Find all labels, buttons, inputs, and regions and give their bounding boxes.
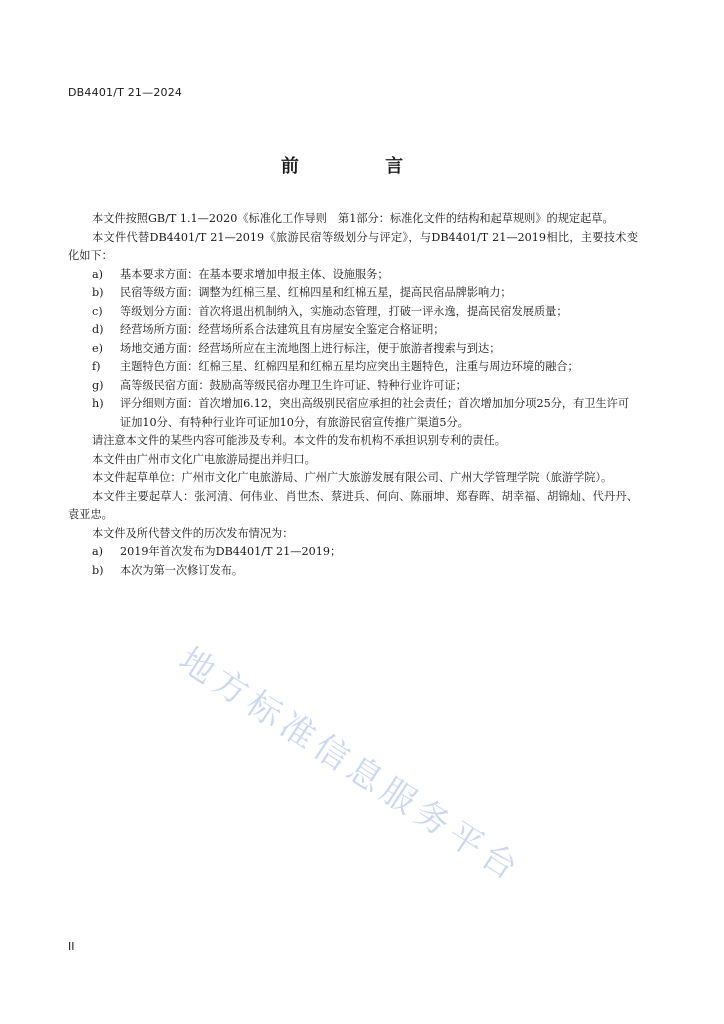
list-text: 2019年首次发布为DB4401/T 21—2019； xyxy=(120,545,342,558)
list-item xyxy=(68,358,638,377)
list-item xyxy=(68,321,638,340)
list-marker: h) xyxy=(92,397,104,410)
list-marker: a) xyxy=(92,267,104,281)
list-text: 经营场所方面：经营场所系合法建筑且有房屋安全鉴定合格证明； xyxy=(120,323,445,336)
list-marker: e) xyxy=(92,341,103,355)
list-text: 主题特色方面：红棉三星、红棉四星和红棉五星均应突出主题特色，注重与周边环境的融合； xyxy=(120,360,579,373)
list-item xyxy=(68,340,638,359)
list-item xyxy=(68,303,638,322)
list-text: 本次为第一次修订发布。 xyxy=(120,563,244,577)
page-title: 前 言 xyxy=(280,156,444,177)
list-text: 等级划分方面：首次将退出机制纳入，实施动态管理，打破一评永逸，提高民宿发展质量； xyxy=(120,304,568,318)
list-marker: b) xyxy=(92,563,104,577)
list-text: 场地交通方面：经营场所应在主流地图上进行标注，便于旅游者搜索与到达； xyxy=(120,341,501,355)
list-marker: b) xyxy=(92,286,104,299)
list-text: 基本要求方面：在基本要求增加申报主体、设施服务； xyxy=(120,267,389,281)
paragraph-drafters: 本文件主要起草人：张河清、何伟业、肖世杰、蔡进兵、何向、陈丽坤、郑春晖、胡幸福、胡锦灿、代丹丹、袁亚忠。 xyxy=(68,489,638,521)
list-item xyxy=(68,543,638,562)
list-item xyxy=(68,377,638,396)
list-item xyxy=(68,562,638,581)
list-marker: d) xyxy=(92,323,104,336)
list-text: 民宿等级方面：调整为红棉三星、红棉四星和红棉五星，提高民宿品牌影响力； xyxy=(120,286,512,299)
paragraph-drafting-units: 本文件起草单位：广州市文化广电旅游局、广州广大旅游发展有限公司、广州大学管理学院（旅游学院）。 xyxy=(92,471,613,484)
paragraph-replacement: 本文件代替DB4401/T 21—2019《旅游民宿等级划分与评定》，与DB4401/T 21—2019相比，主要技术变化如下： xyxy=(68,230,638,262)
paragraph-patent-notice: 请注意本文件的某些内容可能涉及专利。本文件的发布机构不承担识别专利的责任。 xyxy=(92,434,506,447)
list-item xyxy=(68,395,638,432)
list-item xyxy=(68,266,638,285)
foreword-body xyxy=(68,210,638,580)
page-number: II xyxy=(68,940,75,953)
list-marker: f) xyxy=(92,360,101,373)
document-code: DB4401/T 21—2024 xyxy=(68,86,183,99)
list-marker: g) xyxy=(92,378,104,392)
list-marker: a) xyxy=(92,545,104,558)
paragraph-history-intro: 本文件及所代替文件的历次发布情况为： xyxy=(92,526,294,540)
paragraph-proposer: 本文件由广州市文化广电旅游局提出并归口。 xyxy=(92,452,316,466)
list-marker: c) xyxy=(92,304,103,318)
paragraph-drafting-rules: 本文件按照GB/T 1.1—2020《标准化工作导则 第1部分：标准化文件的结构和起草规则》的规定起草。 xyxy=(92,212,614,225)
list-text: 高等级民宿方面：鼓励高等级民宿办理卫生许可证、特种行业许可证； xyxy=(120,378,467,392)
list-item xyxy=(68,284,638,303)
list-text: 评分细则方面：首次增加6.12，突出高级别民宿应承担的社会责任；首次增加加分项25分，有卫生许可证加10分、有特种行业许可证加10分，有旅游民宿宣传推广渠道5分。 xyxy=(120,397,630,429)
watermark: 地方标准信息服务平台 xyxy=(171,639,530,892)
